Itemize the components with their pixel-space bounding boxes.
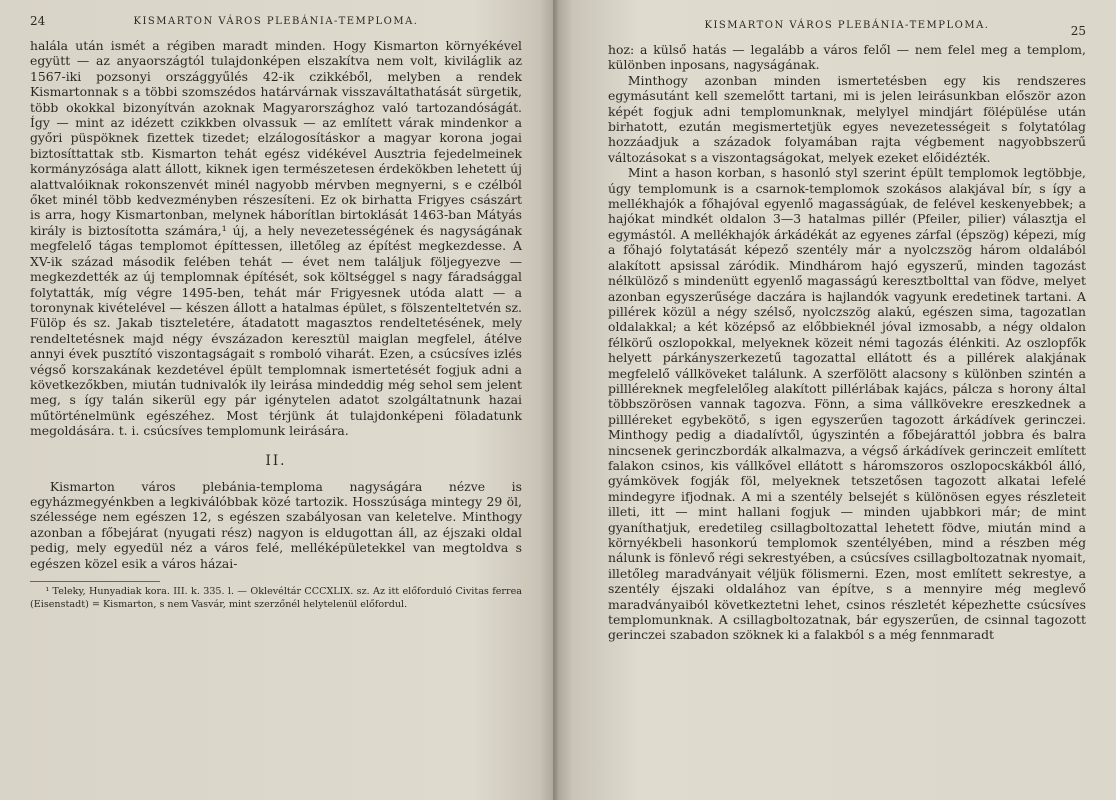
right-body-text <box>608 42 1086 643</box>
running-head-left <box>30 14 522 38</box>
book-gutter <box>553 0 559 800</box>
running-head-title-right: KISMARTON VÁROS PLEBÁNIA-TEMPLOMA. <box>704 20 990 31</box>
section-numeral: II. <box>265 452 287 469</box>
left-paragraph-2: Kismarton város plebánia-temploma nagyságára nézve is egyházmegyénkben a legkiválóbbak közé tartozik. Hosszúsága mintegy 29 öl, szélessége nem egészen 12, s egészen szabályosan van keletelve. Minthogy azonban a főbejárat (nyugati rész) nagyon is eldugottan áll, az éjszaki oldal pedig, mely egyedül néz a város felé, melléképületekkel van megtoldva s egészen közel esik a város házai- <box>30 478 522 571</box>
left-paragraph-1: halála után ismét a régiben maradt minden. Hogy Kismarton környékével együtt — az anyaországtól tulajdonképen elszakítva nem volt, kiviláglik az 1567-iki pozsonyi országgyűlés 42-ik czikkéből, melyben a rendek Kismartonnak s a többi szomszédos határvárnak visszaváltathatását sürgetik, több okokkal bizonyítván azoknak Magyarországhoz való tartozandóságát. Így — mint az idézett czikkben olvassuk — az említett várak mindenkor a győri püspöknek fizettek tizedet; elzálogosításkor a magyar korona jogai biztosíttattak stb. Kismarton tehát egész vidékével Ausztria fejedelmeinek kormányzósága alatt állott, kiknek igen természetesen érdekökben lehetett új alattvalóiknak rokonszenvét minél nagyobb mérvben megnyerni, s e czélból őket minél több kedvezményben részesíteni. Ez ok birhatta Frigyes császárt is arra, hogy Kismartonban, melynek háborítlan birtoklását 1463-ban Mátyás király is biztosította számára,¹ új, a hely nevezetességének és nagyságának megfelelő tágas templomot építtessen, illetőleg az építést megkezdesse. A XV-ik század második felében tehát — évet nem találjuk följegyezve — megkezdették az új templomnak építését, sok költséggel s nagy fáradsággal folytatták, míg végre 1495-ben, tehát már Frigyesnek utóda alatt — a toronynak kivételével — készen állott a hatalmas épület, s fölszenteltetvén sz. Fülöp és sz. Jakab tiszteletére, átadatott magasztos rendeltetésének, mely rendeltetésnek majd négy évszázadon keresztül maiglan megfelel, átélve annyi évek pusztító viszontagságait s romboló viharát. Ezen, a csúcsíves izlés végső korszakának kezdetével épült templomnak ismertetését fogjuk adni a következőkben, miután tudnivalók ily leirása mindeddig még sehol sem jelent meg, s így talán sikerül egy pár igénytelen adatot szolgáltatnunk hazai műtörténelmünk egészéhez. Most térjünk át tulajdonképeni föladatunk megoldására. t. i. csúcsíves templomunk leirására. <box>30 38 522 439</box>
running-head-right <box>608 18 1086 42</box>
footnote: ¹ Teleky, Hunyadiak kora. III. k. 335. l. — Oklevéltár CCCXLIX. sz. Az itt előforduló Civitas ferrea (Eisenstadt) = Kismarton, s nem Vasvár, mint szerzőnél helytelenül előfordul. <box>30 586 522 610</box>
right-paragraph-2: Minthogy azonban minden ismertetésben egy kis rendszeres egymásutánt kell szemelőtt tartani, mi is jelen leirásunkban először azon képét fogjuk adni templomunknak, melylyel mindjárt fölépülése után birhatott, ezután megismertetjük egyes nevezetességeit s folytatólag hozzáadjuk a századok folyamában rajta végbement nagyobbszerű változásokat s a viszontagságokat, melyek ezeket előidézték. <box>608 72 1086 165</box>
right-paragraph-1: hoz: a külső hatás — legalább a város felől — nem felel meg a templom, különben inposans, nagyságának. <box>608 42 1086 73</box>
left-page <box>0 0 556 800</box>
left-body-text <box>30 38 522 571</box>
page-number-left: 24 <box>30 14 46 28</box>
running-head-title-left: KISMARTON VÁROS PLEBÁNIA-TEMPLOMA. <box>133 16 419 27</box>
right-paragraph-3: Mint a hason korban, s hasonló styl szerint épült templomok legtöbbje, úgy templomunk is a csarnok-templomok szokásos alakjával bír, s így a mellékhajók a főhajóval egyenlő magasságúak, de felével keskenyebbek; a hajókat mindkét oldalon 3—3 hatalmas pillér (Pfeiler, pilier) választja el egymástól. A mellékhajók árkádékát az egyenes zárfal (épszög) képezi, míg a főhajó folytatását képező szentély már a nyolczszög három oldalából alakított apsissal záródik. Mindhárom hajó egyszerű, minden tagozást nélkülöző s mindenütt egyenlő magasságú keresztbolttal van födve, melyet azonban egyszerűsége daczára is hajlandók vagyunk eredetinek tartani. A pillérek közül a négy szélső, nyolczszög alakú, egészen sima, tagozatlan oldalakkal; a két középső az előbbieknél jóval izmosabb, a négy oldalon félkörű oszlopokkal, melyeknek közeit némi tagozás élénkiti. Az oszlopfők helyett párkányszerkezetű tagozattal ellátott és a pillérek alakjának megfelelő vállköveket találunk. A szerfölött alacsony s különben szintén a pillléreknek megfelelőleg alakított pillérlábak kajács, pálcza s horony által többszörösen vannak tagozva. Fönn, a sima vállkövekre ereszkednek a pillléreket egybekötő, s igen egyszerűen tagozott árkádívek gerinczei. Minthogy pedig a diadalívtől, úgyszintén a főbejárattól jobbra és balra nincsenek gerinczbordák alkalmazva, a végső árkádívek gerinczeit említett falakon csinos, kis vállkővel ellátott s háromszoros oszlopocskákból álló, gyámkövek fogják föl, melyeknek tetszetősen tagozott alkatai lefelé mindegyre ifjodnak. A mi a szentély belsejét s különösen egyes részleteit illeti, itt — mint hallani fogjuk — minden ujabbkori már; de mint gyaníthatjuk, eredetileg csillagboltozattal lehetett födve, miután mind a környékbeli hasonkorú templomok szentélyében, mind a részben még nálunk is fönlevő régi sekrestyében, a csúcsíves csillagboltozatnak nyomait, illetőleg maradványait véljük fölismerni. Ezen, most említett sekrestye, a szentély éjszaki oldalához van építve, s a mennyire még meglevő maradványaiból következtetni lehet, csinos részletét képezhette csúcsíves templomunknak. A csillagboltozatnak, bár egyszerűen, de csinnal tagozott gerinczei szabadon szöknek ki a falakból s a még fennmaradt <box>608 165 1087 643</box>
footnote-rule <box>30 581 160 582</box>
page-number-right: 25 <box>1070 24 1086 38</box>
right-page <box>556 0 1116 800</box>
